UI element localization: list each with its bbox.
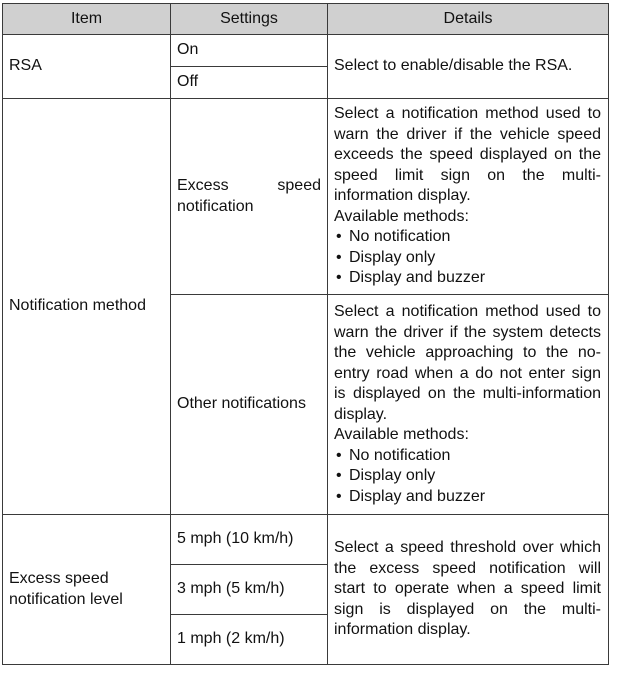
list-item: • Display only <box>334 248 601 269</box>
setting-other-notifications: Other notifications <box>171 295 328 515</box>
header-item: Item <box>3 4 171 35</box>
header-row <box>3 4 609 35</box>
table-row <box>3 99 609 295</box>
item-rsa: RSA <box>3 35 171 99</box>
list-item: • Display only <box>334 466 601 487</box>
methods-list <box>334 446 601 508</box>
item-excess-speed-level: Excess speed notification level <box>3 515 171 665</box>
list-item: • No notification <box>334 227 601 248</box>
details-text: Select a notification method used to warn the driver if the vehicle speed exceeds the speed displayed on the speed limit sign on the multi-information display. <box>334 105 601 205</box>
table-row <box>3 515 609 565</box>
setting-option: 5 mph (10 km/h) <box>171 515 328 565</box>
item-notification-method: Notification method <box>3 99 171 515</box>
setting-option: 1 mph (2 km/h) <box>171 615 328 665</box>
list-item: • No notification <box>334 446 601 467</box>
details-rsa: Select to enable/disable the RSA. <box>328 35 609 99</box>
setting-option: Off <box>171 67 328 99</box>
details-text: Select a notification method used to warn the driver if the system detects the vehicle approaching to the no-entry road when a do not enter sign is displayed on the multi-information display. <box>334 303 601 423</box>
settings-table <box>2 3 609 665</box>
setting-option: On <box>171 35 328 67</box>
available-methods-label: Available methods: <box>334 207 469 225</box>
setting-option: 3 mph (5 km/h) <box>171 565 328 615</box>
header-settings: Settings <box>171 4 328 35</box>
available-methods-label: Available methods: <box>334 426 469 443</box>
table-row <box>3 35 609 67</box>
setting-excess-speed-notification: Excess speed notification <box>171 99 328 295</box>
list-item: • Display and buzzer <box>334 487 601 508</box>
list-item: • Display and buzzer <box>334 268 601 289</box>
details-excess-speed-notification <box>328 99 609 295</box>
header-details: Details <box>328 4 609 35</box>
details-other-notifications <box>328 295 609 515</box>
methods-list <box>334 227 601 289</box>
details-excess-speed-level: Select a speed threshold over which the excess speed notification will start to operate when a speed limit sign is displayed on the multi-information display. <box>328 515 609 665</box>
